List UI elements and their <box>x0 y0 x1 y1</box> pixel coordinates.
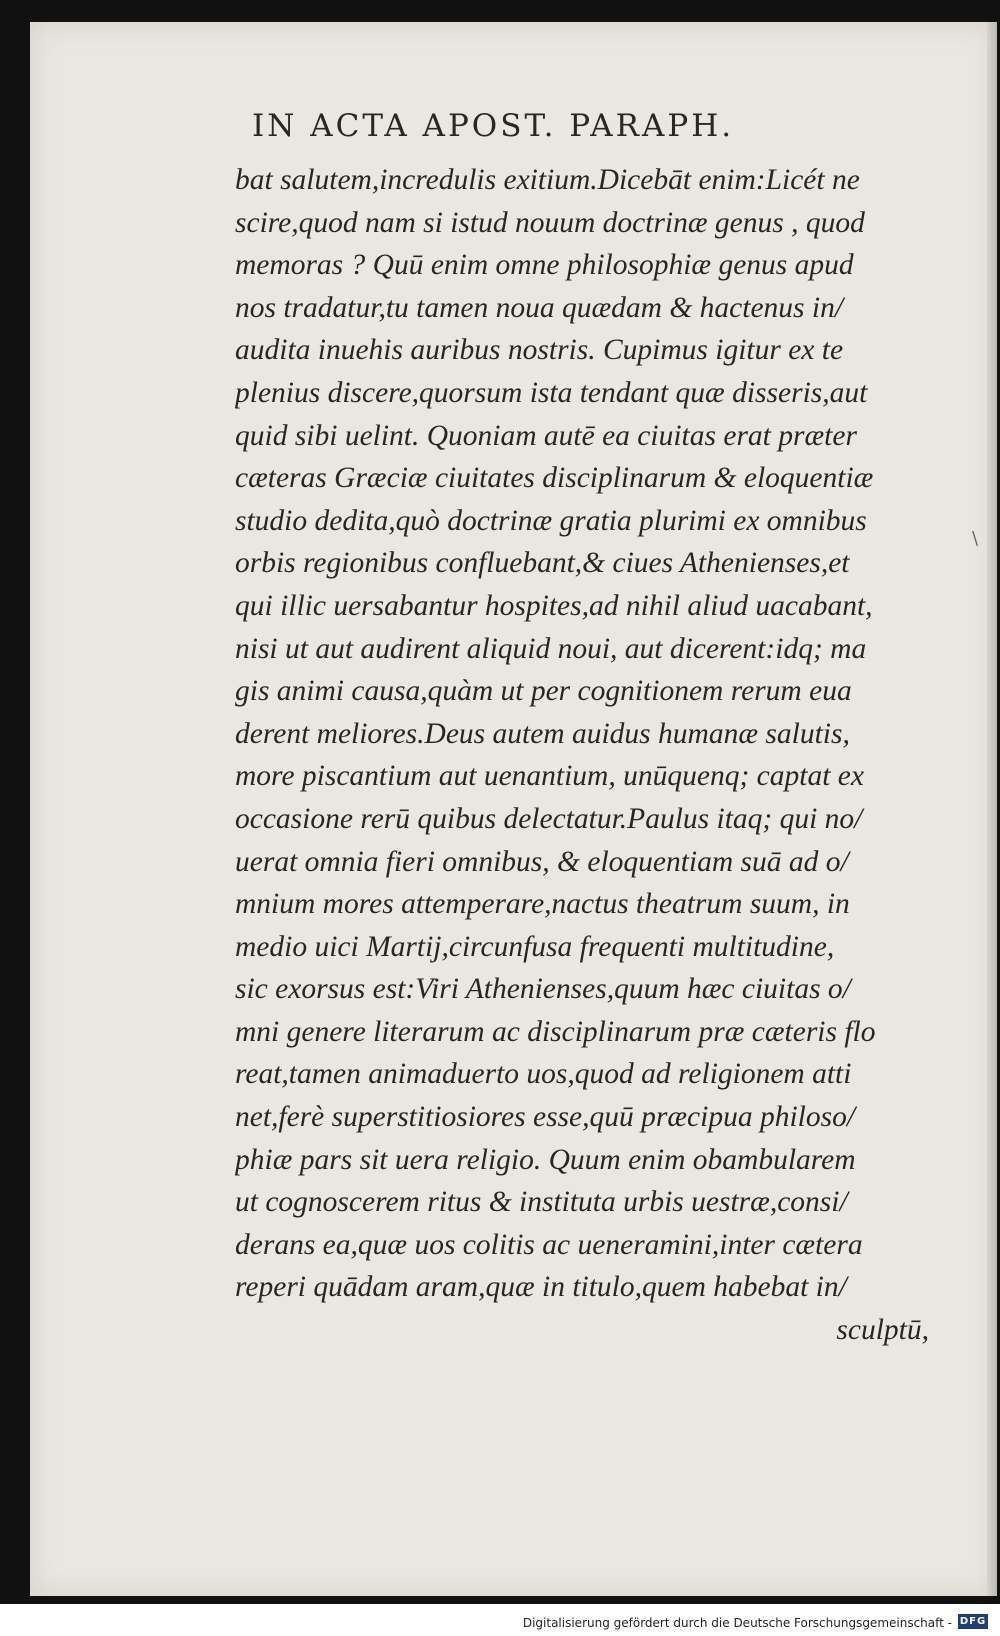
text-line: reperi quādam aram,quæ in titulo,quem habebat in/ <box>235 1271 847 1304</box>
margin-mark: \ <box>972 528 979 549</box>
text-line: uerat omnia fieri omnibus, & eloquentiam suā ad o/ <box>235 845 849 878</box>
text-line: more piscantium aut uenantium, unūquenq; captat ex <box>235 760 864 793</box>
text-line: derent meliores.Deus autem auidus humanæ salutis, <box>235 717 850 750</box>
book-page <box>30 22 997 1596</box>
text-block <box>235 159 935 1352</box>
text-line: bat salutem,incredulis exitium.Dicebāt enim:Licét ne <box>235 164 860 196</box>
text-line: derans ea,quæ uos colitis ac ueneramini,inter cætera <box>235 1228 863 1261</box>
text-line: sic exorsus est:Viri Athenienses,quum hæc ciuitas o/ <box>235 973 851 1006</box>
text-line: qui illic uersabantur hospites,ad nihil aliud uacabant, <box>235 589 873 622</box>
dfg-logo: DFG <box>959 1616 987 1627</box>
text-line: ut cognoscerem ritus & instituta urbis uestræ,consi/ <box>235 1186 848 1219</box>
running-head: IN ACTA APOST. PARAPH. <box>252 108 735 144</box>
text-line: nos tradatur,tu tamen noua quædam & hactenus in/ <box>235 291 844 324</box>
text-line: studio dedita,quò doctrinæ gratia plurimi ex omnibus <box>235 504 867 537</box>
text-line: occasione rerū quibus delectatur.Paulus itaq; qui no/ <box>235 802 863 835</box>
text-line: reat,tamen animaduerto uos,quod ad religionem atti <box>235 1058 852 1091</box>
text-line: phiæ pars sit uera religio. Quum enim obambularem <box>235 1143 856 1176</box>
text-line: orbis regionibus confluebant,& ciues Athenienses,et <box>235 547 850 580</box>
text-line: mnium mores attemperare,nactus theatrum suum, in <box>235 888 850 921</box>
text-line: net,ferè superstitiosiores esse,quū præcipua philoso/ <box>235 1101 856 1134</box>
text-line: memoras ? Quū enim omne philosophiæ genus apud <box>235 249 854 282</box>
text-line: nisi ut aut audirent aliquid noui, aut dicerent:idq; ma <box>235 632 867 665</box>
text-line: mni genere literarum ac disciplinarum præ cæteris flo <box>235 1015 876 1048</box>
footer-credit: Digitalisierung gefördert durch die Deutsche Forschungsgemeinschaft - <box>522 1616 952 1630</box>
text-line: scire,quod nam si istud nouum doctrinæ genus , quod <box>235 206 865 239</box>
text-line: medio uici Martij,circunfusa frequenti multitudine, <box>235 930 835 963</box>
text-line: plenius discere,quorsum ista tendant quæ disseris,aut <box>235 376 868 409</box>
text-line: quid sibi uelint. Quoniam autē ea ciuitas erat præter <box>235 419 857 452</box>
text-line: audita inuehis auribus nostris. Cupimus igitur ex te <box>235 334 844 367</box>
page-edge <box>987 22 997 1596</box>
text-line: gis animi causa,quàm ut per cognitionem rerum eua <box>235 675 852 708</box>
text-line: cæteras Græciæ ciuitates disciplinarum & eloquentiæ <box>235 462 874 495</box>
catchword: sculptū, <box>836 1314 929 1347</box>
